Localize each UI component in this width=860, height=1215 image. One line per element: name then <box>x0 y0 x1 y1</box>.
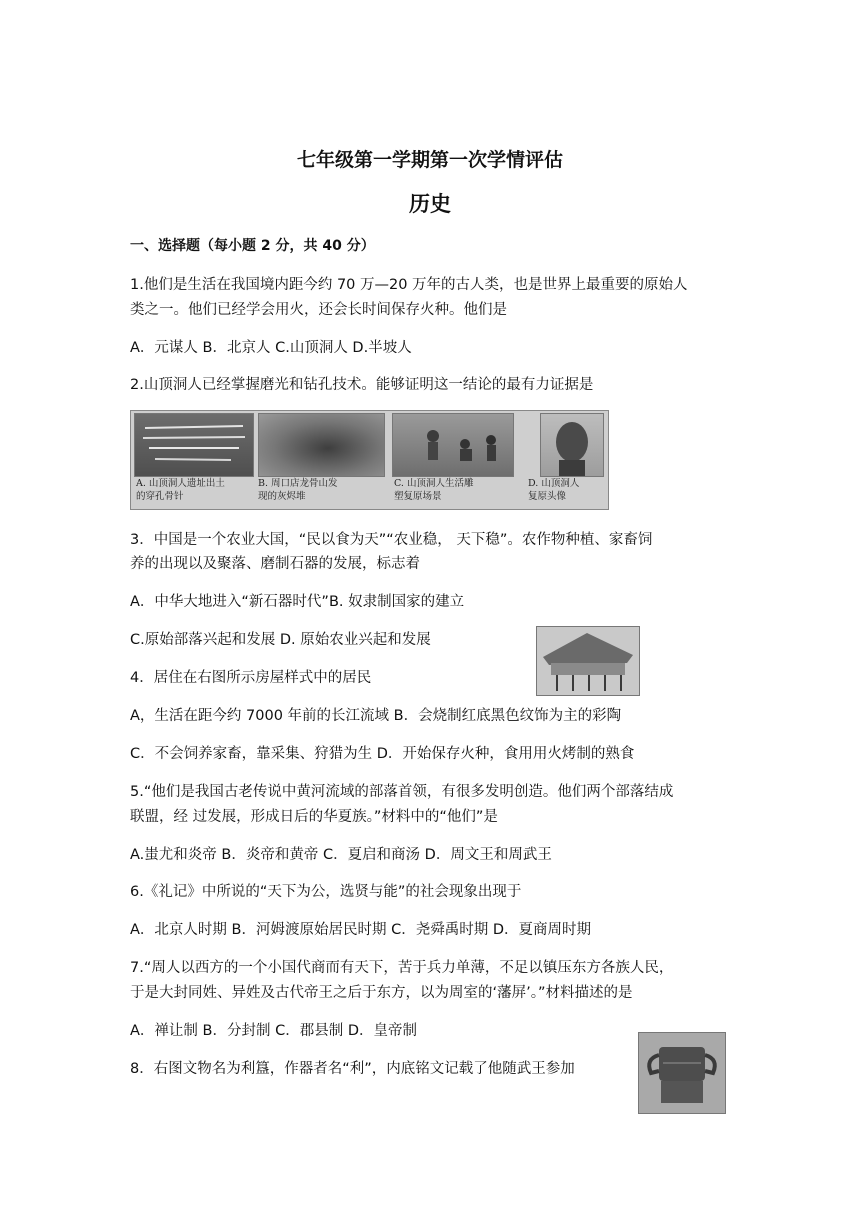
cave-figures-icon <box>393 414 513 476</box>
q6-stem: 6.《礼记》中所说的“天下为公，选贤与能”的社会现象出现于 <box>130 884 522 900</box>
q3-options-b: C.原始部落兴起和发展 D. 原始农业兴起和发展 <box>130 632 431 648</box>
subject-title: 历史 <box>409 192 451 216</box>
bone-needles-photo <box>134 413 254 477</box>
bronze-vessel-icon <box>639 1033 725 1113</box>
q4-options-a: A，生活在距今约 7000 年前的长江流域 B．会烧制红底黑色纹饰为主的彩陶 <box>130 708 622 724</box>
head-bust-icon <box>541 414 603 476</box>
section-header: 一、选择题（每小题 2 分，共 40 分） <box>130 238 375 254</box>
q4-options-b: C．不会饲养家畜，靠采集、狩猎为生 D．开始保存火种，食用用火烤制的熟食 <box>130 746 635 762</box>
q2-caption-c <box>394 477 473 503</box>
head-reconstruction-photo <box>540 413 604 477</box>
q2-caption-d-line1: D. 山顶洞人 <box>528 478 580 489</box>
q1-line1: 1.他们是生活在我国境内距今约 70 万—20 万年的古人类，也是世界上最重要的原始人 <box>130 277 688 293</box>
bone-needle-icon <box>135 414 253 476</box>
q2-caption-b <box>258 477 338 503</box>
q8-stem: 8．右图文物名为利簋，作器者名“利”，内底铭文记载了他随武王参加 <box>130 1061 575 1077</box>
q6-options: A．北京人时期 B．河姆渡原始居民时期 C．尧舜禹时期 D．夏商周时期 <box>130 922 591 938</box>
page-title: 七年级第一学期第一次学情评估 <box>296 149 563 171</box>
q7-line2: 于是大封同姓、异姓及古代帝王之后于东方，以为周室的‘藩屏’。”材料描述的是 <box>130 985 633 1001</box>
q3-options-a: A．中华大地进入“新石器时代”B. 奴隶制国家的建立 <box>130 594 465 610</box>
ash-pile-photo <box>258 413 385 477</box>
cave-scene-photo <box>392 413 514 477</box>
q7-options: A．禅让制 B．分封制 C．郡县制 D．皇帝制 <box>130 1023 417 1039</box>
q2-caption-b-line2: 现的灰烬堆 <box>258 491 306 502</box>
q2-caption-a-line1: A. 山顶洞人遗址出土 <box>136 478 225 489</box>
q2-caption-a-line2: 的穿孔骨针 <box>136 491 184 502</box>
q2-caption-c-line1: C. 山顶洞人生活雕 <box>394 478 474 489</box>
q1-options: A．元谋人 B．北京人 C.山顶洞人 D.半坡人 <box>130 340 412 356</box>
q2-caption-b-line1: B. 周口店龙骨山发 <box>258 478 338 489</box>
stilt-house-photo <box>536 626 640 696</box>
q2-caption-c-line2: 塑复原场景 <box>394 491 442 502</box>
q5-line1: 5.“他们是我国古老传说中黄河流域的部落首领，有很多发明创造。他们两个部落结成 <box>130 784 674 800</box>
stilt-house-icon <box>537 627 639 695</box>
q2-caption-d-line2: 复原头像 <box>528 491 567 502</box>
q7-line1: 7.“周人以西方的一个小国代商而有天下，苦于兵力单薄，不足以镇压东方各族人民， <box>130 960 674 976</box>
q5-options: A.蚩尤和炎帝 B．炎帝和黄帝 C．夏启和商汤 D．周文王和周武王 <box>130 847 552 863</box>
q5-line2: 联盟，经 过发展，形成日后的华夏族。”材料中的“他们”是 <box>130 809 498 825</box>
q2-stem: 2.山顶洞人已经掌握磨光和钻孔技术。能够证明这一结论的最有力证据是 <box>130 377 594 393</box>
q1-line2: 类之一。他们已经学会用火，还会长时间保存火种。他们是 <box>130 302 507 318</box>
q2-caption-a <box>136 477 225 503</box>
q3-line1: 3．中国是一个农业大国，“民以食为天”“农业稳， 天下稳”。农作物种植、家畜饲 <box>130 532 653 548</box>
li-gui-vessel-photo <box>638 1032 726 1114</box>
q2-caption-d <box>528 477 579 503</box>
q3-line2: 养的出现以及聚落、磨制石器的发展，标志着 <box>130 556 420 572</box>
q4-stem: 4．居住在右图所示房屋样式中的居民 <box>130 670 372 686</box>
